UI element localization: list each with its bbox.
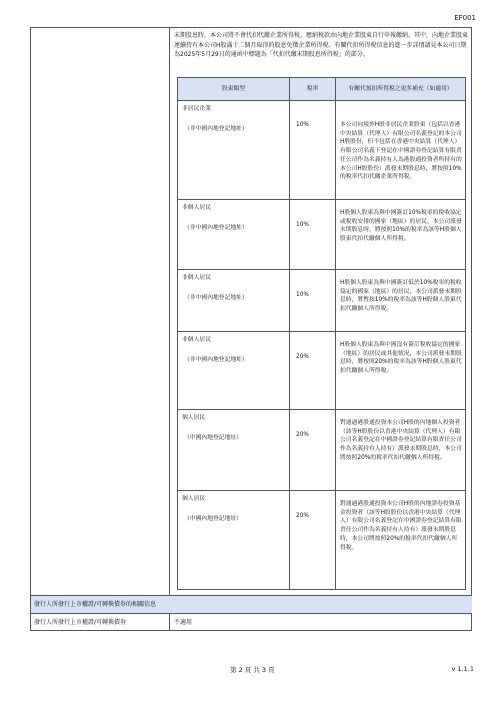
header-tax-rate: 稅率 xyxy=(290,78,336,101)
section-header-warrants: 發行人所發行上市權證/可轉換債券的相關信息 xyxy=(31,595,472,614)
label-column xyxy=(31,28,170,595)
shareholder-type: 個人居民 xyxy=(182,415,206,421)
warrants-value: 不適用 xyxy=(174,619,193,626)
tax-note: H股個人股東為與中國沒有簽訂稅收協定的國家（地區）的居民或其他情況，本公司派發末期股息時，將按照20%的稅率為該等H股個人股東代扣代繳個人所得稅。 xyxy=(336,332,466,410)
table-row xyxy=(178,410,466,491)
shareholder-type: 非個人居民 xyxy=(182,337,211,343)
shareholder-address: （非中國內地登記地址） xyxy=(184,357,248,363)
tax-rate: 20% xyxy=(296,513,309,519)
tax-note: 對通過港股通投資本公司H股的內地證券投資基金投資者（該等H股股份以香港中央結算（代理人）有限公司名義登記在中國證券登記結算有限責任公司作為名義持有人持有）派發末期股息時，本公司將按照20%的稅率代扣代繳個人所得稅。 xyxy=(336,491,466,590)
form-table xyxy=(30,27,472,631)
tax-table-header xyxy=(178,78,466,101)
table-row xyxy=(178,491,466,590)
intro-paragraph: 末期股息時，本公司將不會代扣代繳企業所得稅，應納稅款由內地企業股東自行申報繳納。其中，內地企業股東連續持有本公司H股滿十二個月取得的股息免徵企業所得稅。有關代扣所得稅信息的進一步詳情請見本公司日期為2025年5月29日的通函中標題為「代扣代繳末期股息所得稅」的部分。 xyxy=(174,32,469,59)
table-row xyxy=(178,270,466,332)
tax-rate: 10% xyxy=(296,222,309,228)
table-row xyxy=(178,332,466,410)
page-number: 第 2 頁 共 3 頁 xyxy=(230,666,275,674)
shareholder-address: （中國內地登記地址） xyxy=(184,435,242,441)
tax-note: H股個人股東為與中國簽訂10%稅率的稅收協定或稅收安排的國家（地區）的居民，本公司派發末期股息時，將按照10%的稅率為該等H股個人股東代扣代繳個人所得稅。 xyxy=(336,200,466,270)
withholding-tax-table xyxy=(177,77,466,590)
tax-note: H股個人股東為與中國簽訂低於10%稅率的稅收協定的國家（地區）的居民，本公司派發末期股息時，將暫按10%的稅率為該等H股個人股東代扣代繳個人所得稅。 xyxy=(336,270,466,332)
header-shareholder-type: 股東類型 xyxy=(178,78,290,101)
shareholder-address: （非中國內地登記地址） xyxy=(184,126,248,132)
table-row xyxy=(178,101,466,200)
tax-rate: 20% xyxy=(296,354,309,360)
version-label: v 1.1.1 xyxy=(451,665,474,673)
shareholder-address: （非中國內地登記地址） xyxy=(184,295,248,301)
tax-rate: 10% xyxy=(296,292,309,298)
tax-rate: 10% xyxy=(296,122,309,128)
shareholder-type: 個人居民 xyxy=(182,496,206,502)
tax-note: 對通過港股通投資本公司H股的內地個人投資者（該等H股股份以香港中央結算（代理人）有限公司名義登記在中國證券登記結算有限責任公司作為名義持有人持有）派發末期股息時，本公司將按照20%的稅率代扣代繳個人所得稅。 xyxy=(336,410,466,491)
tax-note: 本公司向境外H股非居民企業股東（包括以香港中央結算（代理人）有限公司名義登記的本公司H股股份，但不包括在香港中央結算（代理人）有限公司名義下登記在中國證券登記結算有限責任公司作為名義持有人為港股通投資者所持有的本公司H股股份）派發末期股息時，將按照10%的稅率代扣代繳企業所得稅。 xyxy=(336,101,466,200)
shareholder-address: （中國內地登記地址） xyxy=(184,516,242,522)
column-divider xyxy=(169,614,170,631)
warrants-label: 發行人所發行上市權證/可轉換債券 xyxy=(34,619,127,626)
warrants-row xyxy=(31,614,472,631)
shareholder-type: 非個人居民 xyxy=(182,205,211,211)
header-note: 有關代預扣所得稅之更多補充（如適用） xyxy=(336,78,466,101)
tax-rate: 20% xyxy=(296,432,309,438)
shareholder-address: （非中國內地登記地址） xyxy=(184,225,248,231)
shareholder-type: 非個人居民 xyxy=(182,275,211,281)
form-code: EF001 xyxy=(454,14,476,22)
table-row xyxy=(178,200,466,270)
shareholder-type: 非居民企業 xyxy=(182,106,211,112)
